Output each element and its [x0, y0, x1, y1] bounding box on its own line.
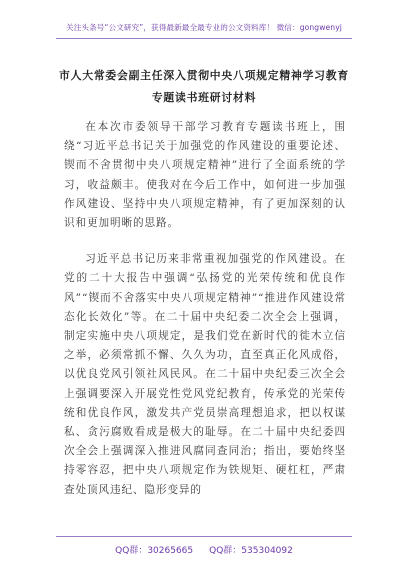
- page-header: 关注头条号“公文研究”，获得最新最全最专业的公文资料库！ 微信：gongwenyj: [66, 23, 342, 32]
- document-title-line-2: 专题读书班研讨材料: [151, 91, 257, 104]
- document-body: [64, 118, 346, 517]
- header-divider: [56, 38, 352, 39]
- page-footer: [0, 543, 408, 556]
- body-paragraph-1: 在本次市委领导干部学习教育专题读书班上，围绕“习近平总书记关于加强党的作风建设的重要论述、锲而不舍贯彻中央八项规定精神”进行了全面系统的学习，收益颇丰。使我对在今后工作中，如何进一步加强作风建设、坚持中央八项规定精神，有了更加深刻的认识和更加明晰的思路。: [64, 121, 346, 230]
- footer-divider: [56, 536, 352, 537]
- body-paragraph-2: 习近平总书记历来非常重视加强党的作风建设。在党的二十大报告中强调“弘扬党的光荣传统和优良作风”“锲而不舍落实中央八项规定精神”“推进作风建设常态化长效化”等。在二十届中央纪委二次全会上强调，制定实施中央八项规定，是我们党在新时代的徙木立信之举，必须常抓不懈、久久为功，直至真正化风成俗，以优良党风引领社风民风。在二十届中央纪委三次全会上强调要深入开展党性党风党纪教育，传承党的光荣传统和优良作风，激发共产党员崇高理想追求，把以权谋私、贪污腐败看成是极大的耻辱。在二十届中央纪委四次全会上强调深入推进风腐同查同治；指出，要始终坚持零容忍，把中央八项规定作为铁规矩、硬杠杠，严肃查处顶风违纪、隐形变异的: [64, 253, 346, 496]
- footer-qq-group-2: QQ群：535304092: [209, 546, 293, 556]
- document-title-line-1: 市人大常委会副主任深入贯彻中央八项规定精神学习教育: [59, 69, 349, 82]
- footer-qq-group-1: QQ群：30265665: [115, 546, 194, 556]
